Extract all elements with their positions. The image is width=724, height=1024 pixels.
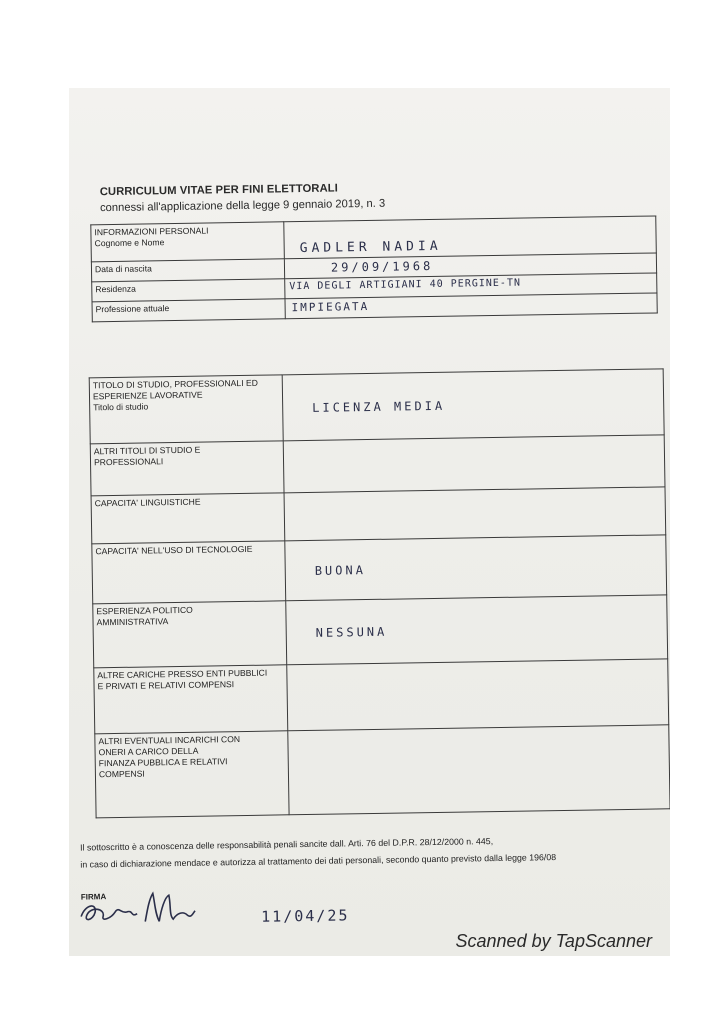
education-value <box>287 459 313 473</box>
education-label-line: ONERI A CARICO DELLA <box>98 745 199 758</box>
profession-label-cell <box>92 299 285 322</box>
document-subtitle: connessi all'applicazione della legge 9 gennaio 2019, n. 3 <box>99 197 386 215</box>
birth-value: 29/09/1968 <box>330 258 434 275</box>
education-value: NESSUNA <box>315 624 388 640</box>
education-label-cell <box>95 731 289 818</box>
disclaimer-line-2: in caso di dichiarazione mendace e autorizza al trattamento dei dati personali, secondo quanto previsto dalla legge 196/08 <box>80 852 557 870</box>
education-label-line: ALTRI TITOLI DI STUDIO E <box>93 444 201 457</box>
scanner-watermark: Scanned by TapScanner <box>455 931 652 951</box>
education-label-line: Titolo di studio <box>93 401 149 413</box>
name-value-cell <box>284 216 657 259</box>
education-table <box>89 368 670 818</box>
education-row <box>95 725 670 818</box>
name-label: Cognome e Nome <box>94 237 165 249</box>
education-label-line: ESPERIENZA POLITICO <box>96 604 193 617</box>
education-row <box>94 659 669 734</box>
scanned-page <box>69 88 670 956</box>
education-label-cell <box>92 541 286 604</box>
education-label-line: E PRIVATI E RELATIVI COMPENSI <box>97 679 235 692</box>
education-value <box>291 690 317 704</box>
education-label-cell <box>94 665 288 734</box>
document-content <box>69 88 670 956</box>
personal-section-label: INFORMAZIONI PERSONALI <box>94 225 209 238</box>
handwritten-signature <box>75 880 226 930</box>
education-value <box>288 509 314 523</box>
education-label-cell <box>93 601 287 668</box>
education-value-cell <box>287 659 669 731</box>
education-label-line: PROFESSIONALI <box>93 456 164 468</box>
education-label-cell <box>91 493 285 544</box>
education-label-line: ALTRI EVENTUALI INCARICHI CON <box>98 734 241 747</box>
education-label-line: ESPERIENZE LAVORATIVE <box>92 389 203 402</box>
name-value: GADLER NADIA <box>299 238 442 257</box>
name-label-cell <box>91 222 285 262</box>
education-label-line: ALTRE CARICHE PRESSO ENTI PUBBLICI <box>97 667 268 681</box>
education-value-cell <box>286 595 668 665</box>
education-row <box>90 435 665 496</box>
firma-label: FIRMA <box>80 892 107 902</box>
education-value-cell <box>283 435 665 493</box>
education-value-cell <box>285 535 667 601</box>
education-row <box>89 369 664 444</box>
education-value-cell <box>282 369 664 441</box>
education-row <box>92 535 667 604</box>
education-label-cell <box>89 375 283 444</box>
education-value: LICENZA MEDIA <box>312 398 446 415</box>
education-label-line: TITOLO DI STUDIO, PROFESSIONALI ED <box>92 377 258 391</box>
disclaimer-line-1: Il sottoscritto è a conoscenza delle responsabilità penali sancite dall. Arti. 76 del D.P.R. 28/12/2000 n. 445, <box>79 836 494 853</box>
education-label-line: FINANZA PUBBLICA E RELATIVI <box>98 756 228 769</box>
education-row <box>93 595 668 668</box>
education-value <box>292 765 318 779</box>
residence-label: Residenza <box>95 283 136 295</box>
birth-label: Data di nascita <box>94 263 152 275</box>
education-label-line: CAPACITA' NELL'USO DI TECNOLOGIE <box>95 543 253 557</box>
profession-value: IMPIEGATA <box>291 299 370 315</box>
document-title: CURRICULUM VITAE PER FINI ELETTORALI <box>99 182 338 199</box>
education-label-cell <box>90 441 284 496</box>
education-value-cell <box>284 487 666 541</box>
education-value-cell <box>288 725 670 815</box>
residence-value: VIA DEGLI ARTIGIANI 40 PERGINE-TN <box>289 277 522 293</box>
signature-date: 11/04/25 <box>261 906 350 926</box>
education-label-line: CAPACITA' LINGUISTICHE <box>94 496 201 509</box>
personal-info-table <box>90 215 657 322</box>
education-value: BUONA <box>314 562 366 578</box>
profession-label: Professione attuale <box>95 303 170 315</box>
education-label-line: COMPENSI <box>98 768 145 780</box>
education-label-line: AMMINISTRATIVA <box>96 616 169 628</box>
